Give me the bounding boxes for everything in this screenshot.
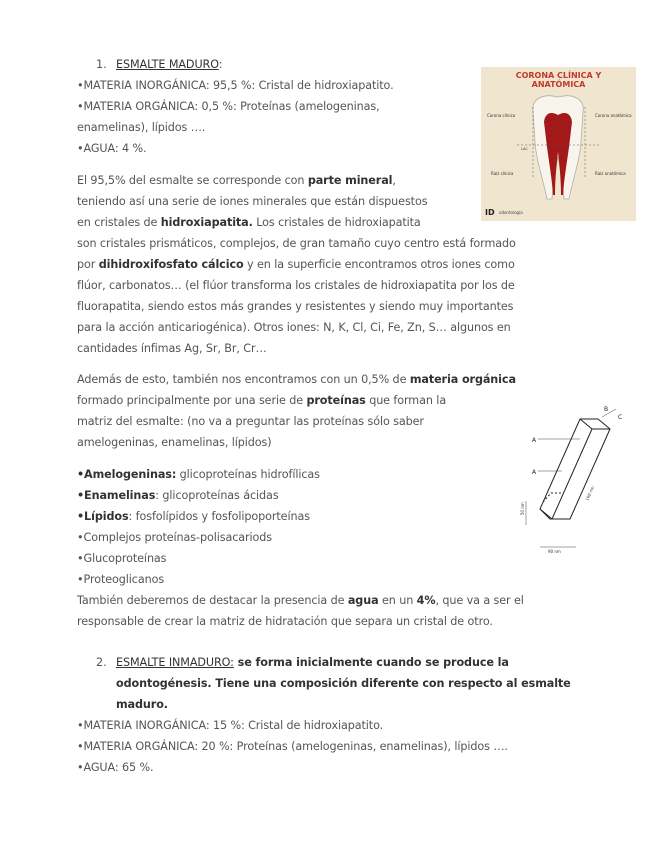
composition-line: •MATERIA ORGÁNICA: 20 %: Proteínas (amelogeninas, enamelinas), lípidos …. bbox=[77, 740, 508, 753]
paragraph-line: cantidades ínfimas Ag, Sr, Br, Cr… bbox=[77, 342, 267, 355]
paragraph-line: en cristales de hidroxiapatita. Los cristales de hidroxiapatita bbox=[77, 216, 421, 229]
label-c: C bbox=[618, 414, 623, 421]
paragraph-line: para la acción anticariogénica). Otros iones: N, K, Cl, Ci, Fe, Zn, S… algunos en bbox=[77, 321, 511, 334]
section-1-heading: ESMALTE MADURO: bbox=[116, 58, 223, 71]
label-a: A bbox=[532, 469, 537, 476]
protein-bullet: •Lípidos: fosfolípidos y fosfolipoporteínas bbox=[77, 510, 310, 523]
paragraph-line: teniendo así una serie de iones minerales que están dispuestos bbox=[77, 195, 428, 208]
composition-line: •MATERIA ORGÁNICA: 0,5 %: Proteínas (amelogeninas, bbox=[77, 100, 380, 113]
composition-line: •MATERIA INORGÁNICA: 15 %: Cristal de hidroxiapatito. bbox=[77, 719, 384, 732]
figure-title-line-2: ANATÓMICA bbox=[531, 80, 586, 89]
composition-line: •MATERIA INORGÁNICA: 95,5 %: Cristal de hidroxiapatito. bbox=[77, 79, 394, 92]
paragraph-line: formado principalmente por una serie de proteínas que forman la bbox=[77, 394, 447, 407]
label-right-bottom: Raíz anatómica bbox=[595, 171, 626, 176]
paragraph-line: flúor, carbonatos… (el flúor transforma los cristales de hidroxiapatita por los de bbox=[77, 279, 515, 292]
label-mid: LAC bbox=[521, 147, 528, 151]
section-2-number: 2. bbox=[96, 656, 107, 669]
protein-bullet: •Glucoproteínas bbox=[77, 552, 167, 565]
crystal-prism-figure bbox=[518, 401, 627, 555]
paragraph-line: También deberemos de destacar la presencia de agua en un 4%, que va a ser el bbox=[77, 594, 524, 607]
protein-bullet: •Proteoglicanos bbox=[77, 573, 165, 586]
figure-logo: ID bbox=[485, 208, 495, 217]
composition-line: enamelinas), lípidos …. bbox=[77, 121, 206, 134]
protein-bullet: •Complejos proteínas-polisacariods bbox=[77, 531, 273, 544]
tooth-crown-figure bbox=[481, 67, 636, 221]
paragraph-line: fluorapatita, siendo estos más grandes y resistentes y siendo muy importantes bbox=[77, 300, 514, 313]
figure-title-line-1: CORONA CLÍNICA Y bbox=[515, 71, 602, 80]
label-left-top: Corona clínica bbox=[487, 113, 516, 118]
section-2-heading-line: maduro. bbox=[116, 698, 168, 711]
paragraph-line: responsable de crear la matriz de hidratación que separa un cristal de otro. bbox=[77, 615, 493, 628]
label-side: 50 nm bbox=[520, 502, 525, 515]
paragraph-line: son cristales prismáticos, complejos, de gran tamaño cuyo centro está formado bbox=[77, 237, 516, 250]
section-1-title: ESMALTE MADURO bbox=[116, 58, 219, 71]
paragraph-line: El 95,5% del esmalte se corresponde con parte mineral, bbox=[77, 174, 396, 187]
protein-bullet: •Amelogeninas: glicoproteínas hidrofílicas bbox=[77, 468, 320, 481]
section-2-title: ESMALTE INMADURO: bbox=[116, 656, 234, 669]
label-b: B bbox=[604, 406, 609, 413]
figure-credit: odontología bbox=[499, 210, 523, 215]
composition-line: •AGUA: 65 %. bbox=[77, 761, 154, 774]
label-bottom: 90 nm bbox=[548, 549, 561, 554]
label-right-top: Corona anatómica bbox=[595, 113, 632, 118]
paragraph-line: Además de esto, también nos encontramos con un 0,5% de materia orgánica bbox=[77, 373, 516, 386]
label-length: 160 nm bbox=[584, 485, 596, 502]
paragraph-line: amelogeninas, enamelinas, lípidos) bbox=[77, 436, 272, 449]
section-2-heading: ESMALTE INMADURO: se forma inicialmente cuando se produce la bbox=[116, 656, 509, 669]
paragraph-line: matriz del esmalte: (no va a preguntar las proteínas sólo saber bbox=[77, 415, 424, 428]
composition-line: •AGUA: 4 %. bbox=[77, 142, 147, 155]
section-2-heading-line: odontogénesis. Tiene una composición diferente con respecto al esmalte bbox=[116, 677, 571, 690]
label-left-bottom: Raíz clínica bbox=[491, 171, 514, 176]
protein-bullet: •Enamelinas: glicoproteínas ácidas bbox=[77, 489, 279, 502]
paragraph-line: por dihidroxifosfato cálcico y en la superficie encontramos otros iones como bbox=[77, 258, 515, 271]
section-1-number: 1. bbox=[96, 58, 107, 71]
label-a: A bbox=[532, 437, 537, 444]
